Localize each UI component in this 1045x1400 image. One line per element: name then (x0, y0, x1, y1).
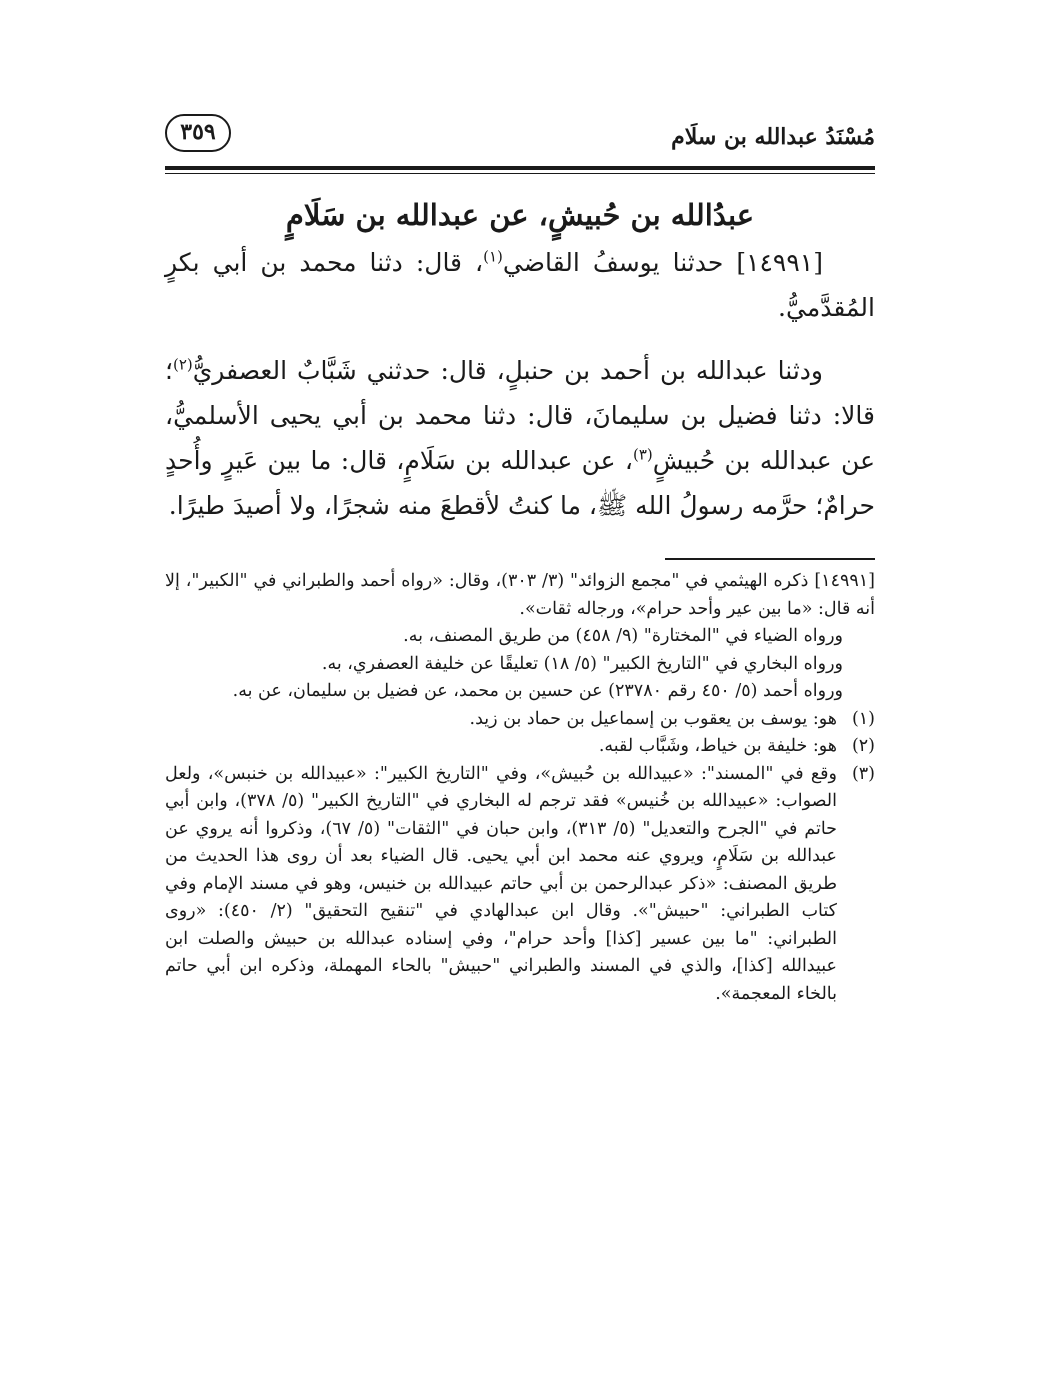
header-rule-thin (165, 173, 875, 174)
chapter-title: عبدُالله بن حُبيشٍ، عن عبدالله بن سَلَامٍ (285, 198, 755, 232)
hadith-chain-rest: ، قال: دثنا محمد بن أبي بكرٍ المُقدَّميُّ. (165, 248, 875, 322)
footnote-1 (165, 706, 875, 734)
takhrij-line: ورواه أحمد (٥/ ٤٥٠ رقم ٢٣٧٨٠) عن حسين بن محمد، عن فضيل بن سليمان، عن به. (232, 681, 843, 701)
footnote-number: (٣) (851, 763, 875, 784)
footnote-number: (٢) (851, 736, 875, 756)
hadith-matn: ، عن عبدالله بن سَلَامٍ، قال: ما بين عَيرٍ وأُحدٍ حرامٌ؛ حرَّمه رسولُ الله ﷺ، ما كنتُ لأقطعَ منه شجرًا، ولا أصيدَ طيرًا. (165, 446, 875, 520)
page-header (165, 112, 875, 164)
hadith-chain-second: ودثنا عبدالله بن أحمد بن حنبلٍ، قال: حدثني شَبَّابٌ العصفريُّ (192, 356, 823, 385)
footnote-text: هو: خليفة بن خياط، وشَبَّاب لقبه. (598, 736, 837, 756)
hadith-paragraph-2 (165, 348, 875, 528)
footnote-separator (665, 558, 875, 560)
footnote-3 (165, 761, 875, 1009)
footnote-number: (١) (851, 708, 875, 729)
hadith-text (165, 240, 875, 528)
book-page (165, 112, 875, 1008)
running-title: مُسْنَدُ عبدالله بن سلَام (671, 124, 875, 150)
footnote-ref-1: (١) (483, 247, 503, 266)
takhrij-line: ورواه البخاري في "التاريخ الكبير" (٥/ ١٨) تعليقًا عن خليفة العصفري، به. (321, 653, 843, 674)
page-number-badge: ٣٥٩ (165, 114, 231, 152)
footnotes-section (165, 568, 875, 1008)
footnote-2 (165, 733, 875, 761)
takhrij-line: ورواه الضياء في "المختارة" (٩/ ٤٥٨) من طريق المصنف، به. (403, 626, 843, 646)
footnote-ref-3: (٣) (632, 445, 653, 464)
footnote-ref-2: (٢) (172, 355, 193, 374)
footnote-text: هو: يوسف بن يعقوب بن إسماعيل بن حماد بن زيد. (469, 708, 837, 729)
footnote-text: وقع في "المسند": «عبيدالله بن حُبيش»، وفي "التاريخ الكبير": «عبيدالله بن خنبس»، ولعل الصواب: «عبيدالله بن خُنيس» فقد ترجم له البخاري في "التاريخ الكبير" (٥/ ٣٧٨)، وابن أبي حاتم في "الجرح والتعديل" (٥/ ٣١٣)، وابن حبان في "الثقات" (٥/ ٦٧)، وذكروا أنه يروي عن عبدالله بن سَلَامٍ، ويروي عنه محمد ابن أبي يحيى. قال الضياء بعد أن روى هذا الحديث من طريق المصنف: «ذكر عبدالرحمن بن أبي حاتم عبيدالله بن خنيس، وهو في مسند الإمام وفي كتاب الطبراني: "حبيش"». وقال ابن عبدالهادي في "تنقيح التحقيق" (٢/ ٤٥٠): «روى الطبراني: "ما بين عسير [كذا] وأحد حرام"، وفي إسناده عبدالله بن حبيش والصلت ابن عبيدالله [كذا]، والذي في المسند والطبراني "حبيش" بالحاء المهملة، وذكره ابن أبي حاتم بالخاء المعجمة». (165, 763, 837, 1004)
header-rule-thick (165, 166, 875, 170)
takhrij-line: [١٤٩٩١] ذكره الهيثمي في "مجمع الزوائد" (٣/ ٣٠٣)، وقال: «رواه أحمد والطبراني في "الكبير"، إلا أنه قال: «ما بين عير وأحد حرام»، ورجاله ثقات». (165, 571, 875, 619)
hadith-chain-start: [١٤٩٩١] حدثنا يوسفُ القاضي (502, 248, 823, 277)
hadith-chain-middle: ؛ قالا: دثنا فضيل بن سليمانَ، قال: دثنا محمد بن أبي يحيى الأسلميُّ، عن عبدالله بن حُبيشٍ (165, 356, 875, 475)
hadith-paragraph-1 (165, 240, 875, 330)
